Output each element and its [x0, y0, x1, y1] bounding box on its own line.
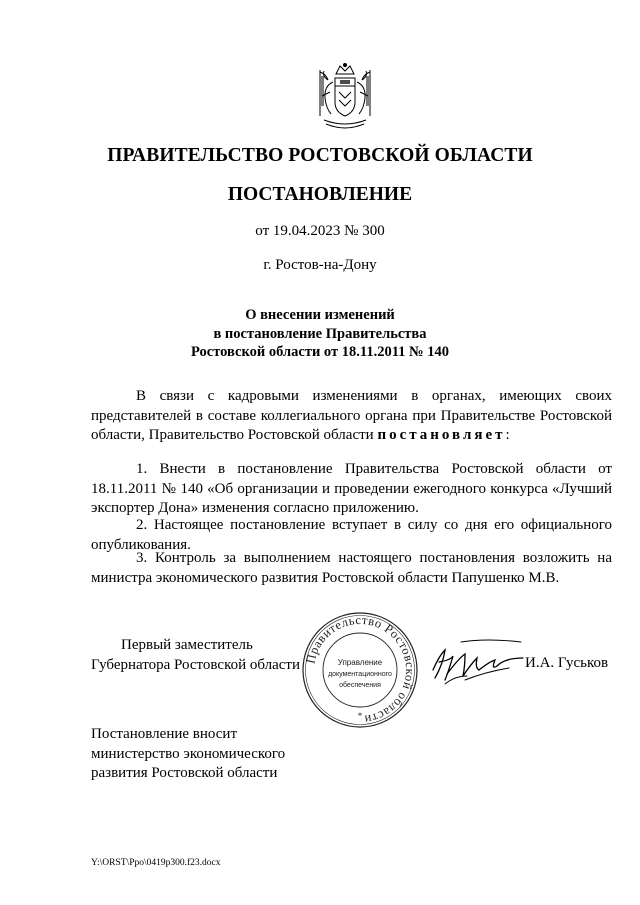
clause-1-text: 1. Внести в постановление Правительства Ростовской области от 18.11.2011 № 140 «Об организации и проведении ежегодного конкурса «Лучший экспортер Дона» изменения согласно приложению. — [91, 461, 612, 516]
government-title: ПРАВИТЕЛЬСТВО РОСТОВСКОЙ ОБЛАСТИ — [107, 145, 533, 166]
document-date-number: от 19.04.2023 № 300 — [255, 223, 385, 239]
stamp-center-line: обеспечения — [339, 682, 381, 689]
note-line: развития Ростовской области — [91, 765, 278, 781]
document-type: ПОСТАНОВЛЕНИЕ — [227, 184, 413, 205]
subject-line: О внесении изменений — [245, 307, 395, 323]
handwritten-signature — [425, 636, 525, 696]
signatory-name: И.А. Гуськов — [525, 655, 609, 671]
resolves-word: постановляет — [377, 427, 506, 443]
clause-3-text: 3. Контроль за выполнением настоящего постановления возложить на министра экономического развития Ростовской области Папушенко М.В. — [91, 550, 612, 586]
coat-of-arms-icon — [316, 62, 374, 134]
stamp-center-line: документационного — [328, 671, 392, 678]
stamp-ring-text: Правительство Ростовской области — [303, 612, 418, 727]
position-line: Губернатора Ростовской области — [91, 656, 301, 673]
preamble-paragraph — [91, 387, 612, 446]
official-stamp — [300, 610, 420, 730]
position-line: Первый заместитель — [121, 637, 253, 653]
document-city: г. Ростов-на-Дону — [263, 257, 377, 273]
signatory-position — [91, 636, 300, 675]
document-subject — [0, 306, 640, 362]
preamble-colon: : — [505, 427, 510, 443]
note-line: Постановление вносит — [91, 726, 238, 742]
clause-2-text: 2. Настоящее постановление вступает в силу со дня его официального опубликования. — [91, 517, 612, 553]
stamp-star-icon: * — [357, 711, 363, 721]
note-line: министерство экономического — [91, 745, 286, 762]
clause-3 — [91, 549, 612, 588]
stamp-center-line: Управление — [337, 658, 383, 667]
preamble-text: В связи с кадровыми изменениями в органах, имеющих своих представителей в составе коллегиального органа при Правительстве Ростовской области, Правительство Ростовской области — [91, 388, 612, 443]
submitted-by-note — [91, 725, 285, 784]
subject-line: в постановление Правительства — [213, 325, 427, 342]
subject-line: Ростовской области от 18.11.2011 № 140 — [191, 344, 449, 360]
clause-1 — [91, 460, 612, 519]
file-path: Y:\ORST\Ppo\0419p300.f23.docx — [91, 858, 221, 868]
